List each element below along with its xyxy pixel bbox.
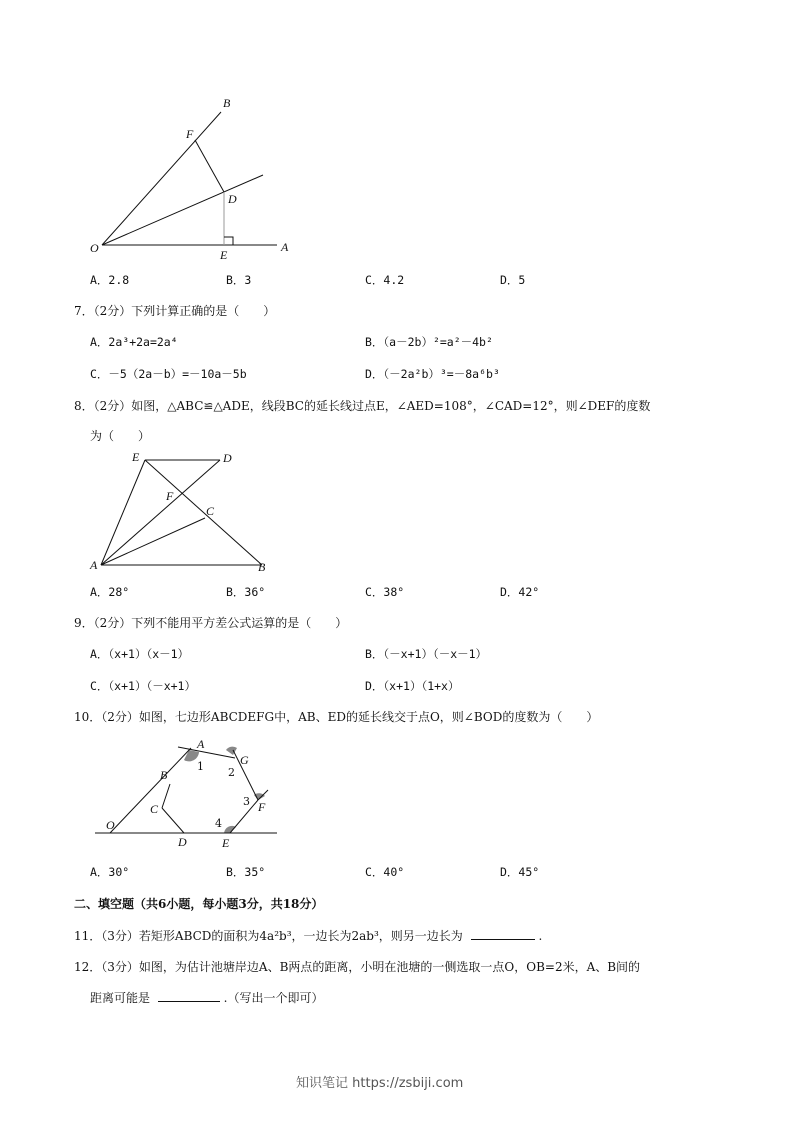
fig6-label-o: O bbox=[90, 241, 99, 255]
fig10-label-o: O bbox=[106, 818, 115, 832]
q9-option-d: D．（x+1）（1+x） bbox=[365, 679, 460, 693]
fig10-label-f: F bbox=[258, 800, 266, 814]
fig10-angle-2: 2 bbox=[228, 766, 235, 779]
fig10-label-b: B bbox=[160, 768, 168, 782]
q9-stem: 9．（2分）下列不能用平方差公式运算的是（ ） bbox=[74, 616, 348, 630]
q6-option-c: C．4.2 bbox=[365, 273, 405, 287]
q10-option-b: B．35° bbox=[226, 865, 266, 879]
fig6-label-b: B bbox=[223, 96, 231, 110]
q8-option-b: B．36° bbox=[226, 585, 266, 599]
fig6-label-e: E bbox=[220, 248, 228, 262]
q11-end: . bbox=[538, 929, 543, 943]
q11 bbox=[74, 927, 542, 944]
fig10-angle-3: 3 bbox=[243, 795, 250, 808]
fig10-label-a: A bbox=[197, 737, 205, 751]
fig6-label-f: F bbox=[186, 127, 194, 141]
fig8-label-d: D bbox=[223, 451, 232, 465]
q12-continued bbox=[90, 989, 324, 1006]
q8-stem-continued: 为（ ） bbox=[90, 429, 151, 443]
q12-cont-after: .（写出一个即可） bbox=[223, 991, 324, 1005]
q8-stem: 8．（2分）如图，△ABC≌△ADE，线段BC的延长线过点E，∠AED=108°，∠CAD=12°，则∠DEF的度数 bbox=[74, 399, 651, 413]
fig10-label-g: G bbox=[240, 753, 249, 767]
fig10-label-d: D bbox=[178, 835, 187, 849]
fig10-angle-1: 1 bbox=[197, 760, 204, 773]
q6-option-b: B．3 bbox=[226, 273, 252, 287]
q7-option-b: B．（a－2b）²=a²－4b² bbox=[365, 335, 493, 349]
q12-answer-blank[interactable] bbox=[158, 991, 220, 1002]
q9-option-a: A．（x+1）（x－1） bbox=[90, 647, 190, 661]
fig8-label-b: B bbox=[258, 560, 266, 574]
q10-option-c: C．40° bbox=[365, 865, 405, 879]
q8-option-d: D．42° bbox=[500, 585, 540, 599]
fig8-label-f: F bbox=[166, 489, 174, 503]
section-2-title: 二、填空题（共6小题，每小题3分，共18分） bbox=[74, 897, 324, 911]
q9-option-c: C．（x+1）（－x+1） bbox=[90, 679, 196, 693]
q10-stem: 10．（2分）如图，七边形ABCDEFG中，AB、ED的延长线交于点O，则∠BOD的度数为（ ） bbox=[74, 710, 599, 724]
q8-option-c: C．38° bbox=[365, 585, 405, 599]
q6-option-d: D．5 bbox=[500, 273, 526, 287]
q7-option-a: A．2a³+2a=2a⁴ bbox=[90, 335, 178, 349]
q10-option-a: A．30° bbox=[90, 865, 130, 879]
fig10-angle-4: 4 bbox=[215, 817, 222, 830]
fig10-label-e: E bbox=[222, 836, 230, 850]
q11-answer-blank[interactable] bbox=[471, 929, 535, 940]
q8-option-a: A．28° bbox=[90, 585, 130, 599]
footer-watermark: 知识笔记 https://zsbiji.com bbox=[296, 1076, 464, 1091]
fig6-label-a: A bbox=[281, 240, 289, 254]
q7-option-c: C．－5（2a－b）=－10a－5b bbox=[90, 367, 247, 381]
fig8-label-e: E bbox=[132, 450, 140, 464]
q7-stem: 7．（2分）下列计算正确的是（ ） bbox=[74, 304, 276, 318]
q6-option-a: A．2.8 bbox=[90, 273, 130, 287]
q12-stem: 12．（3分）如图，为估计池塘岸边A、B两点的距离，小明在池塘的一侧选取一点O，OB=2米，A、B间的 bbox=[74, 960, 641, 974]
q7-option-d: D．（－2a²b）³=－8a⁶b³ bbox=[365, 367, 500, 381]
fig10-label-c: C bbox=[150, 802, 159, 816]
fig8-label-a: A bbox=[90, 558, 98, 572]
fig6-label-d: D bbox=[228, 192, 237, 206]
q11-stem: 11．（3分）若矩形ABCD的面积为4a²b³，一边长为2ab³，则另一边长为 bbox=[74, 929, 463, 943]
q10-option-d: D．45° bbox=[500, 865, 540, 879]
fig8-label-c: C bbox=[206, 504, 215, 518]
q9-option-b: B．（－x+1）（－x－1） bbox=[365, 647, 488, 661]
q12-cont-before: 距离可能是 bbox=[90, 991, 151, 1005]
